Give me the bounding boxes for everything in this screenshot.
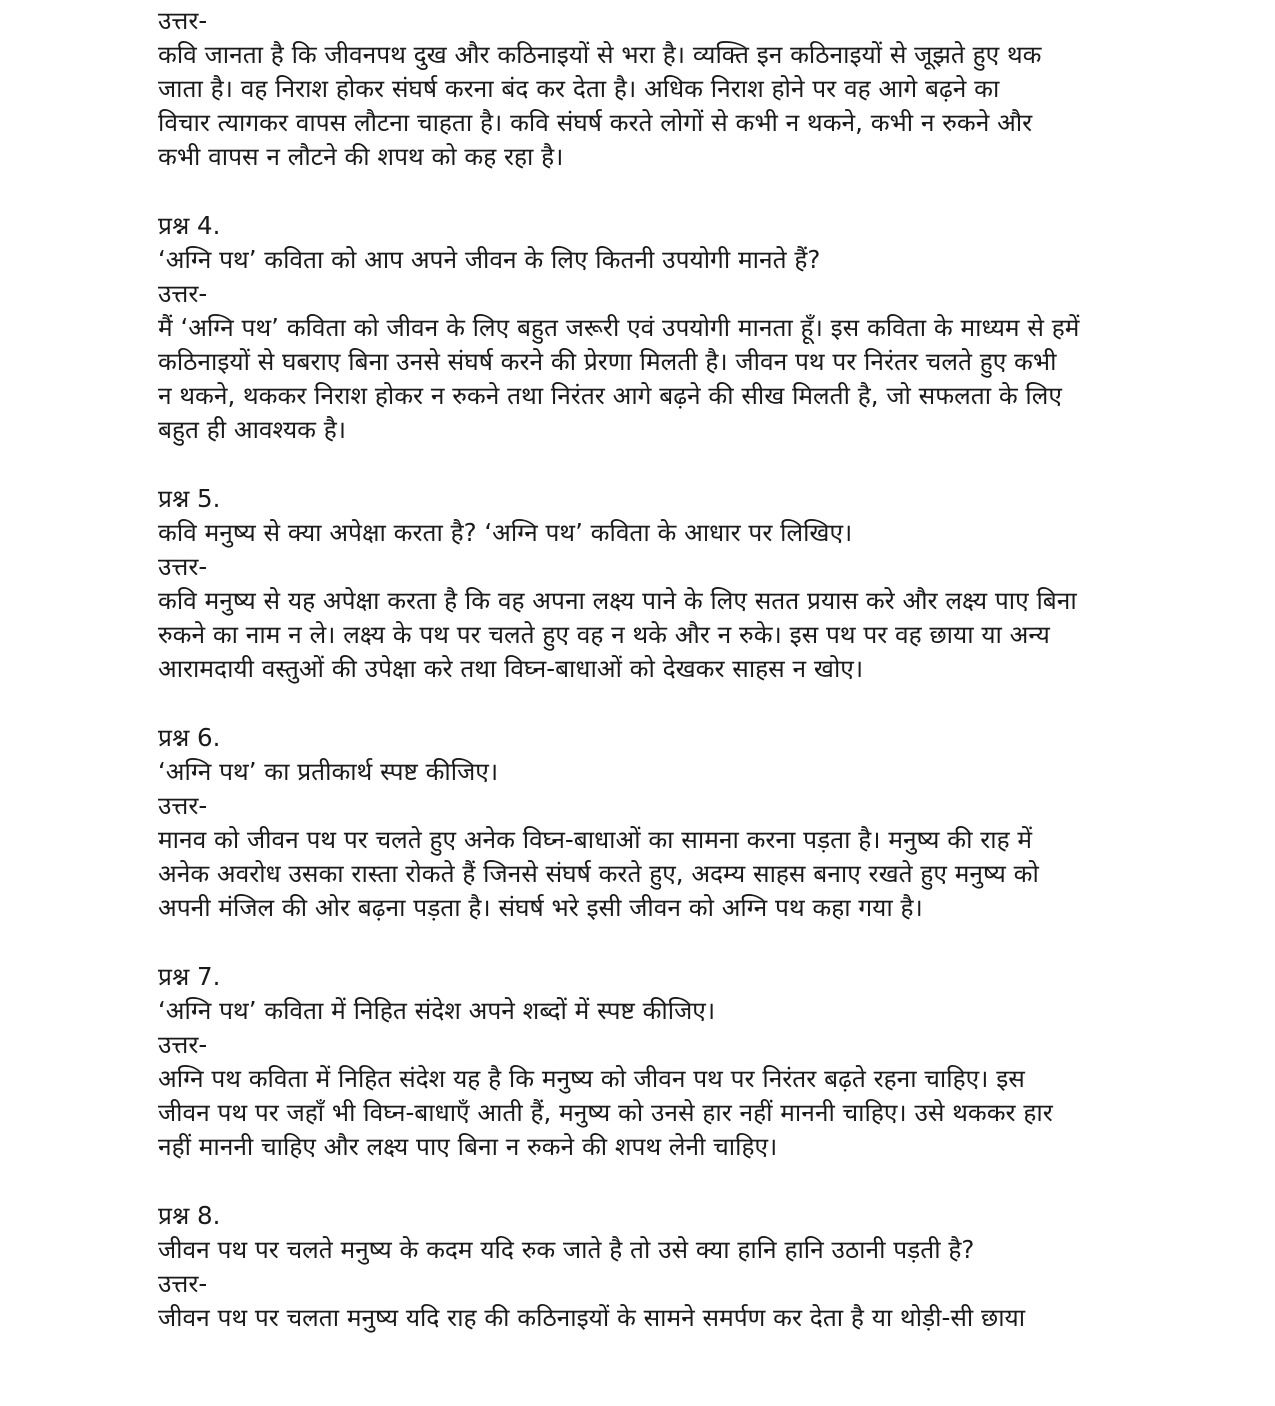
answer-label: उत्तर- <box>158 1269 208 1298</box>
answer-line: मानव को जीवन पथ पर चलते हुए अनेक विघ्न-बाधाओं का सामना करना पड़ता है। मनुष्य की राह में <box>158 825 1033 854</box>
answer-line: जीवन पथ पर जहाँ भी विघ्न-बाधाएँ आती हैं, मनुष्य को उनसे हार नहीं माननी चाहिए। उसे थककर हार <box>158 1098 1053 1127</box>
question-text: जीवन पथ पर चलते मनुष्य के कदम यदि रुक जाते है तो उसे क्या हानि हानि उठानी पड़ती है? <box>158 1235 975 1264</box>
question-number: प्रश्न 4. <box>158 211 221 240</box>
question-text: कवि मनुष्य से क्या अपेक्षा करता है? ‘अग्नि पथ’ कविता के आधार पर लिखिए। <box>158 518 853 547</box>
qa-block-8 <box>158 1199 1148 1335</box>
question-number: प्रश्न 7. <box>158 962 221 991</box>
answer-line: विचार त्यागकर वापस लौटना चाहता है। कवि संघर्ष करते लोगों से कभी न थकने, कभी न रुकने और <box>158 108 1033 137</box>
answer-text <box>158 584 1148 686</box>
answer-line: अनेक अवरोध उसका रास्ता रोकते हैं जिनसे संघर्ष करते हुए, अदम्य साहस बनाए रखते हुए मनुष्य को <box>158 859 1039 888</box>
qa-block-7 <box>158 960 1148 1164</box>
qa-block-4 <box>158 209 1148 447</box>
question-text: ‘अग्नि पथ’ का प्रतीकार्थ स्पष्ट कीजिए। <box>158 757 499 786</box>
question-number: प्रश्न 5. <box>158 484 221 513</box>
question-text: ‘अग्नि पथ’ कविता में निहित संदेश अपने शब्दों में स्पष्ट कीजिए। <box>158 996 716 1025</box>
answer-line: कवि मनुष्य से यह अपेक्षा करता है कि वह अपना लक्ष्य पाने के लिए सतत प्रयास करे और लक्ष्य पाए बिना <box>158 586 1077 615</box>
answer-line: अपनी मंजिल की ओर बढ़ना पड़ता है। संघर्ष भरे इसी जीवन को अग्नि पथ कहा गया है। <box>158 893 923 922</box>
qa-block-5 <box>158 482 1148 686</box>
answer-line: जाता है। वह निराश होकर संघर्ष करना बंद कर देता है। अधिक निराश होने पर वह आगे बढ़ने का <box>158 74 1000 103</box>
answer-line: कभी वापस न लौटने की शपथ को कह रहा है। <box>158 142 564 171</box>
answer-text <box>158 311 1148 447</box>
answer-text <box>158 1062 1148 1164</box>
answer-line: जीवन पथ पर चलता मनुष्य यदि राह की कठिनाइयों के सामने समर्पण कर देता है या थोड़ी-सी छाया <box>158 1303 1026 1332</box>
question-number: प्रश्न 8. <box>158 1201 221 1230</box>
answer-text <box>158 1301 1148 1335</box>
question-text: ‘अग्नि पथ’ कविता को आप अपने जीवन के लिए कितनी उपयोगी मानते हैं? <box>158 245 821 274</box>
answer-label: उत्तर- <box>158 791 208 820</box>
answer-text <box>158 38 1148 174</box>
answer-line: रुकने का नाम न ले। लक्ष्य के पथ पर चलते हुए वह न थके और न रुके। इस पथ पर वह छाया या अन्य <box>158 620 1050 649</box>
answer-line: कठिनाइयों से घबराए बिना उनसे संघर्ष करने की प्रेरणा मिलती है। जीवन पथ पर निरंतर चलते हुए कभी <box>158 347 1057 376</box>
answer-label: उत्तर- <box>158 279 208 308</box>
answer-line: मैं ‘अग्नि पथ’ कविता को जीवन के लिए बहुत जरूरी एवं उपयोगी मानता हूँ। इस कविता के माध्यम से हमें <box>158 313 1080 342</box>
answer-label: उत्तर- <box>158 6 208 35</box>
answer-label: उत्तर- <box>158 1030 208 1059</box>
question-number: प्रश्न 6. <box>158 723 221 752</box>
answer-line: नहीं माननी चाहिए और लक्ष्य पाए बिना न रुकने की शपथ लेनी चाहिए। <box>158 1132 778 1161</box>
document-page <box>158 0 1148 1335</box>
answer-line: न थकने, थककर निराश होकर न रुकने तथा निरंतर आगे बढ़ने की सीख मिलती है, जो सफलता के लिए <box>158 381 1062 410</box>
answer-label: उत्तर- <box>158 552 208 581</box>
answer-line: बहुत ही आवश्यक है। <box>158 415 347 444</box>
answer-line: अग्नि पथ कविता में निहित संदेश यह है कि मनुष्य को जीवन पथ पर निरंतर बढ़ते रहना चाहिए। इस <box>158 1064 1025 1093</box>
qa-block-3-answer <box>158 4 1148 174</box>
qa-block-6 <box>158 721 1148 925</box>
answer-text <box>158 823 1148 925</box>
answer-line: कवि जानता है कि जीवनपथ दुख और कठिनाइयों से भरा है। व्यक्ति इन कठिनाइयों से जूझते हुए थक <box>158 40 1042 69</box>
answer-line: आरामदायी वस्तुओं की उपेक्षा करे तथा विघ्न-बाधाओं को देखकर साहस न खोए। <box>158 654 864 683</box>
